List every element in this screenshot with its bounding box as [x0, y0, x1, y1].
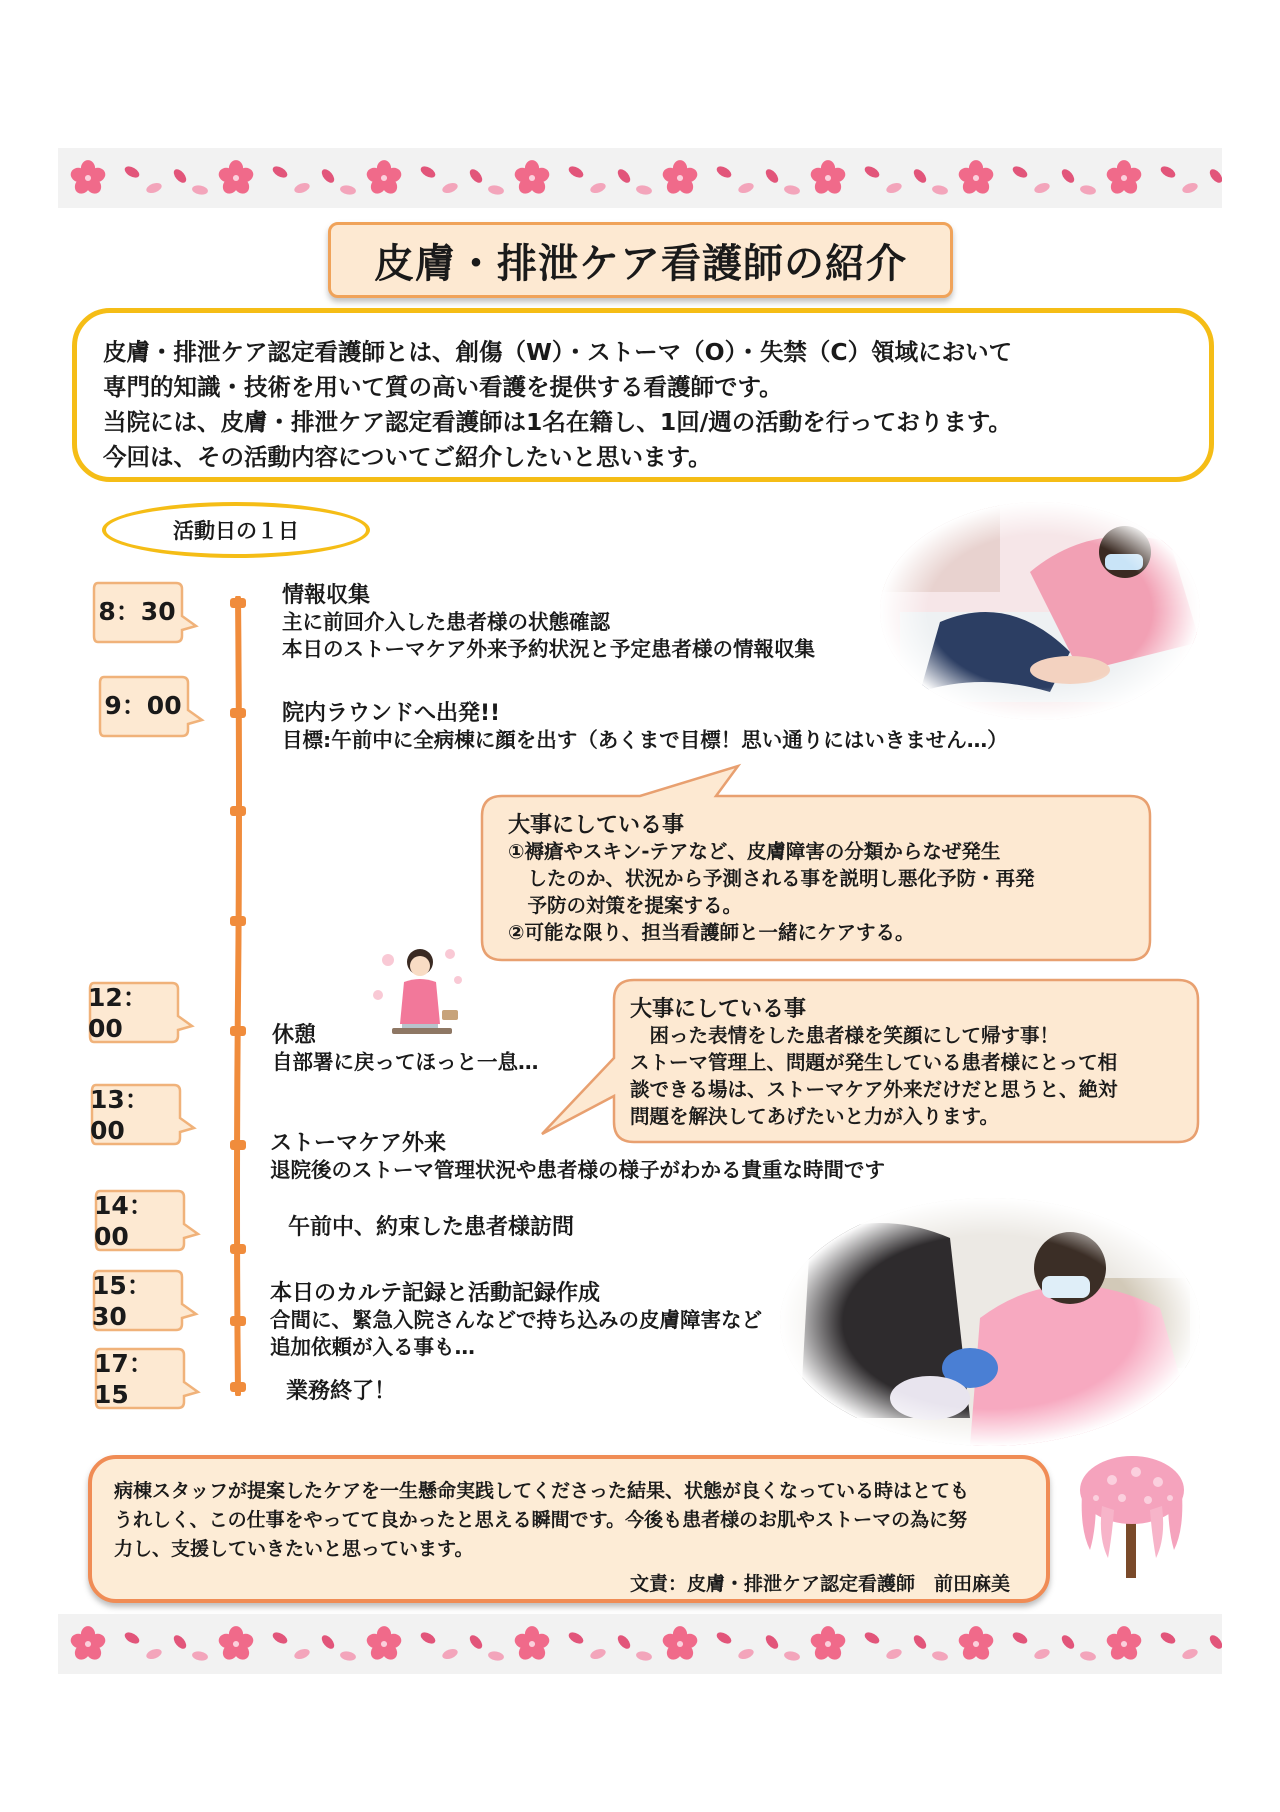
bubble-line: 予防の対策を提案する。	[508, 894, 743, 917]
bubble-line: 問題を解決してあげたいと力が入ります。	[630, 1105, 999, 1128]
bubble-heading: 大事にしている事	[508, 813, 685, 838]
bubble-heading: 大事にしている事	[630, 997, 807, 1022]
petal-icon	[763, 1633, 780, 1651]
petal-icon	[1059, 167, 1076, 185]
petal-icon	[1011, 1630, 1029, 1646]
petal-icon	[1207, 1633, 1222, 1651]
sakura-flower-icon	[513, 160, 551, 196]
time-label: 9：00	[104, 691, 182, 720]
petal-icon	[715, 1630, 733, 1646]
petal-icon	[319, 167, 336, 185]
petal-icon	[1011, 164, 1029, 180]
schedule-entry	[282, 582, 815, 663]
photo-stoma-care	[780, 1198, 1200, 1446]
petal-icon	[293, 1647, 311, 1661]
top-flower-border	[58, 148, 1222, 208]
time-label: 17：15	[94, 1348, 154, 1409]
petal-icon	[885, 181, 903, 195]
sakura-flower-icon	[957, 160, 995, 196]
petal-icon	[467, 1633, 484, 1651]
time-tag	[94, 1188, 202, 1256]
petal-icon	[1181, 1647, 1199, 1661]
petal-icon	[145, 1647, 163, 1661]
time-label: 13：00	[90, 1084, 150, 1145]
petal-icon	[589, 181, 607, 195]
entry-line: 目標:午前中に全病棟に顔を出す（あくまで目標！思い通りにはいきません…）	[282, 728, 1008, 752]
speech-bubble-stoma	[540, 976, 1200, 1148]
sakura-flower-icon	[1105, 1626, 1143, 1662]
petal-icon	[1159, 164, 1177, 180]
closing-message-box	[88, 1455, 1050, 1603]
petal-icon	[885, 1647, 903, 1661]
petal-icon	[1059, 1633, 1076, 1651]
petal-icon	[567, 164, 585, 180]
entry-line: 本日のストーマケア外来予約状況と予定患者様の情報収集	[282, 637, 815, 661]
petal-icon	[1079, 184, 1096, 196]
schedule-entry	[270, 1280, 762, 1361]
petal-icon	[271, 1630, 289, 1646]
petal-icon	[911, 167, 928, 185]
petal-icon	[589, 1647, 607, 1661]
schedule-entry	[288, 1214, 574, 1241]
petal-icon	[123, 1630, 141, 1646]
petal-icon	[737, 1647, 755, 1661]
time-label: 8：30	[98, 597, 176, 626]
petal-icon	[763, 167, 780, 185]
petal-icon	[487, 1650, 504, 1662]
entry-line: 合間に、緊急入院さんなどで持ち込みの皮膚障害など	[270, 1308, 762, 1332]
petal-icon	[615, 167, 632, 185]
entry-title: 院内ラウンドへ出発!!	[282, 701, 501, 726]
entry-title: 午前中、約束した患者様訪問	[288, 1215, 575, 1240]
entry-title: ストーマケア外来	[270, 1131, 447, 1156]
petal-icon	[293, 181, 311, 195]
sakura-flower-icon	[58, 148, 1222, 208]
time-label: 12：00	[88, 982, 148, 1043]
petal-icon	[339, 184, 356, 196]
schedule-entry	[286, 1378, 396, 1405]
entry-title: 情報収集	[282, 583, 371, 608]
time-tag	[92, 580, 200, 648]
bottom-flower-border	[58, 1614, 1222, 1674]
sakura-flower-icon	[661, 1626, 699, 1662]
section-label	[102, 502, 370, 558]
schedule-entry	[282, 700, 1008, 754]
page-title	[328, 222, 953, 298]
time-tag	[94, 1346, 202, 1414]
sakura-flower-icon	[661, 160, 699, 196]
bubble-line: ②可能な限り、担当看護師と一緒にケアする。	[508, 921, 915, 944]
petal-icon	[567, 1630, 585, 1646]
photo-nurse-bedside	[880, 502, 1200, 720]
intro-line: 当院には、皮膚・排泄ケア認定看護師は1名在籍し、1回/週の活動を行っております。	[103, 408, 1012, 436]
entry-title: 休憩	[272, 1023, 317, 1048]
petal-icon	[191, 1650, 208, 1662]
petal-icon	[1079, 1650, 1096, 1662]
petal-icon	[1207, 167, 1222, 185]
petal-icon	[171, 167, 188, 185]
sakura-flower-icon	[809, 1626, 847, 1662]
sakura-flower-icon	[809, 160, 847, 196]
petal-icon	[441, 1647, 459, 1661]
sakura-flower-icon	[365, 1626, 403, 1662]
entry-title: 業務終了！	[286, 1379, 397, 1404]
sakura-flower-icon	[69, 1626, 107, 1662]
bubble-line: ストーマ管理上、問題が発生している患者様にとって相	[630, 1051, 1118, 1074]
sakura-flower-icon	[1105, 160, 1143, 196]
petal-icon	[319, 1633, 336, 1651]
intro-line: 専門的知識・技術を用いて質の高い看護を提供する看護師です。	[103, 373, 783, 401]
closing-line: 病棟スタッフが提案したケアを一生懸命実践してくださった結果、状態が良くなっている時はとても	[114, 1480, 970, 1502]
petal-icon	[635, 1650, 652, 1662]
petal-icon	[1159, 1630, 1177, 1646]
sakura-flower-icon	[365, 160, 403, 196]
time-label: 14：00	[94, 1190, 154, 1251]
petal-icon	[783, 1650, 800, 1662]
time-tag	[98, 674, 206, 742]
entry-line: 追加依頼が入る事も…	[270, 1335, 475, 1359]
petal-icon	[931, 184, 948, 196]
sakura-flower-icon	[217, 160, 255, 196]
petal-icon	[783, 184, 800, 196]
petal-icon	[467, 167, 484, 185]
entry-title: 本日のカルテ記録と活動記録作成	[270, 1281, 601, 1306]
petal-icon	[123, 164, 141, 180]
petal-icon	[171, 1633, 188, 1651]
time-label: 15：30	[92, 1270, 152, 1331]
petal-icon	[339, 1650, 356, 1662]
petal-icon	[487, 184, 504, 196]
petal-icon	[911, 1633, 928, 1651]
intro-box	[72, 308, 1214, 482]
nurse-illustration	[368, 940, 468, 1040]
closing-line: 力し、支援していきたいと思っています。	[114, 1538, 474, 1560]
entry-line: 自部署に戻ってほっと一息…	[272, 1050, 539, 1074]
petal-icon	[863, 164, 881, 180]
petal-icon	[191, 184, 208, 196]
petal-icon	[419, 1630, 437, 1646]
petal-icon	[715, 164, 733, 180]
petal-icon	[145, 181, 163, 195]
intro-line: 皮膚・排泄ケア認定看護師とは、創傷（W）・ストーマ（O）・失禁（C）領域において	[103, 338, 1013, 366]
closing-line: うれしく、この仕事をやってて良かったと思える瞬間です。今後も患者様のお肌やストーマの為に努	[114, 1509, 968, 1531]
entry-line: 退院後のストーマ管理状況や患者様の様子がわかる貴重な時間です	[270, 1158, 885, 1182]
entry-line: 主に前回介入した患者様の状態確認	[282, 610, 610, 634]
petal-icon	[863, 1630, 881, 1646]
petal-icon	[635, 184, 652, 196]
time-tag	[90, 1082, 198, 1150]
petal-icon	[1181, 181, 1199, 195]
petal-icon	[1033, 181, 1051, 195]
sakura-flower-icon	[69, 160, 107, 196]
sakura-flower-icon	[513, 1626, 551, 1662]
bubble-line: 談できる場は、ストーマケア外来だけだと思うと、絶対	[630, 1078, 1118, 1101]
sakura-flower-icon	[957, 1626, 995, 1662]
section-label-text: 活動日の１日	[173, 519, 299, 543]
bubble-line: 困った表情をした患者様を笑顔にして帰す事！	[630, 1024, 1060, 1047]
petal-icon	[419, 164, 437, 180]
petal-icon	[737, 181, 755, 195]
sakura-flower-icon	[217, 1626, 255, 1662]
time-tag	[88, 980, 196, 1048]
weeping-cherry-tree-icon	[1066, 1450, 1198, 1580]
timeline-line	[226, 596, 250, 1396]
petal-icon	[441, 181, 459, 195]
bubble-line: したのか、状況から予測される事を説明し悪化予防・再発	[508, 867, 1035, 890]
speech-bubble-priorities	[480, 762, 1152, 964]
petal-icon	[931, 1650, 948, 1662]
page-title-text: 皮膚・排泄ケア看護師の紹介	[374, 240, 907, 287]
petal-icon	[1033, 1647, 1051, 1661]
petal-icon	[271, 164, 289, 180]
sakura-flower-icon	[58, 1614, 1222, 1674]
time-tag	[92, 1268, 200, 1336]
author-credit: 文責：皮膚・排泄ケア認定看護師 前田麻美	[629, 1573, 1010, 1595]
intro-line: 今回は、その活動内容についてご紹介したいと思います。	[103, 443, 712, 471]
petal-icon	[615, 1633, 632, 1651]
bubble-line: ①褥瘡やスキン‐テアなど、皮膚障害の分類からなぜ発生	[508, 840, 1001, 863]
